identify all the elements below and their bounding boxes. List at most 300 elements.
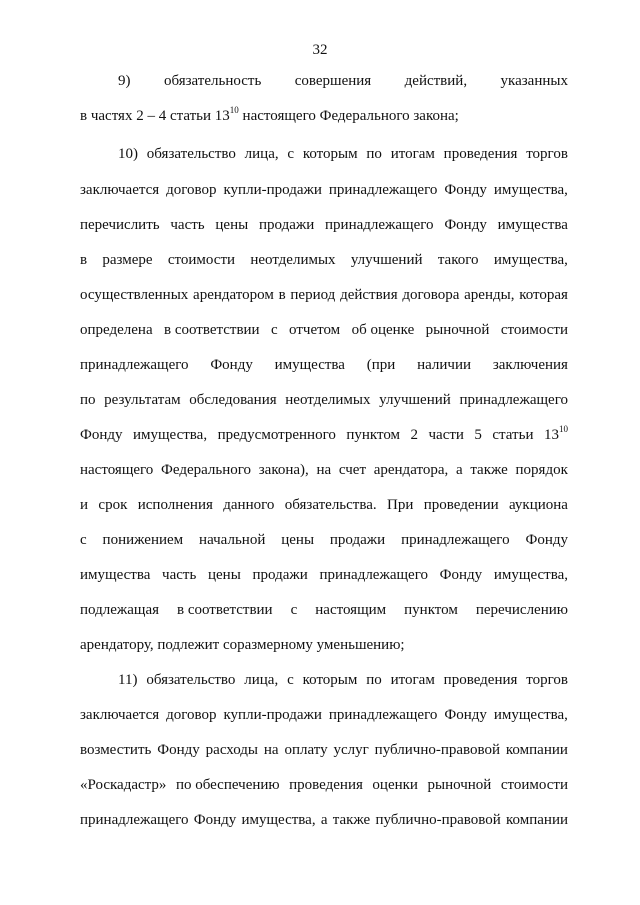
text-line <box>80 356 568 374</box>
word-text: имущества, <box>493 252 568 268</box>
word-text: продажи <box>252 567 308 583</box>
text-line <box>118 145 568 163</box>
word-text: с <box>287 672 294 688</box>
word <box>329 706 438 724</box>
word <box>118 72 131 90</box>
word <box>501 72 568 90</box>
word <box>80 741 151 759</box>
word-text: пунктом <box>346 427 401 443</box>
word-text: заключается <box>80 182 160 198</box>
word <box>456 461 463 479</box>
word-text: «Роскадастр» <box>80 777 167 793</box>
word-text: торгов <box>526 146 568 162</box>
word-text: договор <box>166 707 217 723</box>
word-text: услуг <box>333 742 369 758</box>
word <box>80 216 160 234</box>
word <box>501 321 568 339</box>
word <box>168 251 235 269</box>
word-text: по <box>366 146 382 162</box>
text-line <box>118 671 568 689</box>
word <box>80 461 153 479</box>
word <box>164 321 260 339</box>
word-text: принадлежащего <box>80 357 189 373</box>
text-line <box>80 706 568 724</box>
word-text: осуществленных <box>80 287 189 303</box>
word <box>498 216 568 234</box>
word <box>290 286 335 304</box>
word-text: (при <box>366 357 396 373</box>
word-text: начальной <box>199 532 266 548</box>
word-text: оценки <box>372 777 418 793</box>
word <box>147 145 236 163</box>
word-text: часть <box>162 567 197 583</box>
word <box>519 286 568 304</box>
word-text: Фонду <box>525 532 568 548</box>
word <box>444 216 487 234</box>
word-text: Фонду <box>439 567 483 583</box>
word-text: неотделимых <box>285 392 371 408</box>
word-text: с <box>290 602 298 618</box>
word <box>476 601 568 619</box>
word <box>525 531 568 549</box>
word <box>206 741 258 759</box>
word-text: 9) <box>118 73 131 89</box>
word-text: лица, <box>244 672 279 688</box>
word <box>325 216 434 234</box>
word-text: улучшений <box>379 392 451 408</box>
word <box>379 391 451 409</box>
word <box>275 356 345 374</box>
word-text: Фонду <box>193 812 237 828</box>
word <box>252 566 307 584</box>
word <box>215 216 248 234</box>
word-text: аренды, <box>464 287 515 303</box>
word <box>279 286 286 304</box>
word <box>494 706 568 724</box>
word-text: период <box>290 287 336 303</box>
text-line <box>80 426 568 444</box>
word <box>444 145 518 163</box>
word-text: перечислению <box>475 602 568 618</box>
word-text: цены <box>281 532 315 548</box>
word <box>80 776 166 794</box>
word-text: которая <box>519 287 568 303</box>
word-text: продажи <box>258 217 315 233</box>
text-line <box>80 181 568 199</box>
word-text: Федерального <box>161 462 252 478</box>
word-text: размере <box>102 252 153 268</box>
text-line <box>80 741 568 759</box>
word-text: возместить <box>80 742 152 758</box>
text-line <box>80 496 568 514</box>
word-text: Фонду <box>210 357 253 373</box>
word <box>492 426 533 444</box>
word-text: Фонду <box>157 742 200 758</box>
word-text: действия <box>340 287 398 303</box>
word <box>146 671 235 689</box>
word-text: в <box>80 252 88 268</box>
word-text: а <box>320 812 328 828</box>
word-text: При <box>387 497 414 513</box>
word-text: настоящего <box>80 462 154 478</box>
word-text: имущества, <box>493 707 568 723</box>
word-text: наличии <box>417 357 472 373</box>
word <box>287 145 294 163</box>
word <box>118 671 137 689</box>
word <box>138 496 213 514</box>
text-line <box>80 776 568 794</box>
word-text: проведении <box>423 497 499 513</box>
word <box>346 426 400 444</box>
word-text: такого <box>437 252 479 268</box>
text-line <box>80 107 568 125</box>
word <box>317 461 332 479</box>
word-text: подлежащая <box>80 602 159 618</box>
word <box>289 321 340 339</box>
word <box>340 286 398 304</box>
word-text: по обеспечению <box>175 777 280 793</box>
word <box>424 496 499 514</box>
word <box>401 531 510 549</box>
word <box>516 461 568 479</box>
word <box>245 145 279 163</box>
word <box>303 671 358 689</box>
word <box>402 286 459 304</box>
word <box>391 145 435 163</box>
word-text: имущества <box>274 357 345 373</box>
word <box>526 145 568 163</box>
word <box>223 496 274 514</box>
word <box>438 251 479 269</box>
text-line <box>80 251 568 269</box>
superscript: 10 <box>229 105 239 115</box>
word-text: на <box>316 462 332 478</box>
word-text: публично-правовой <box>374 742 501 758</box>
word <box>250 251 335 269</box>
word <box>80 181 159 199</box>
word-text: 2 <box>410 427 419 443</box>
word-text: и <box>80 497 89 513</box>
word <box>284 741 327 759</box>
word-text: обязательства. <box>284 497 377 513</box>
word <box>544 426 568 444</box>
word <box>80 356 189 374</box>
word <box>157 741 200 759</box>
text-line <box>80 566 568 584</box>
word <box>470 461 508 479</box>
word <box>404 601 458 619</box>
word-text: компании <box>505 742 568 758</box>
word <box>417 356 471 374</box>
word-text: арендатором <box>193 287 274 303</box>
word <box>319 566 428 584</box>
word-text: 5 <box>474 427 482 443</box>
word <box>80 391 96 409</box>
word <box>291 601 298 619</box>
word <box>80 531 87 549</box>
word <box>80 321 153 339</box>
word-text: обязательство <box>146 146 236 162</box>
word <box>387 496 413 514</box>
word-text: неотделимых <box>250 252 336 268</box>
word <box>315 601 386 619</box>
word-text: исполнения <box>137 497 213 513</box>
text-line <box>80 216 568 234</box>
word <box>429 426 464 444</box>
word-text: определена <box>80 322 153 338</box>
word <box>80 566 150 584</box>
word-text: 13 <box>543 427 559 443</box>
word-text: порядок <box>515 462 568 478</box>
word-text: имущества, <box>493 567 568 583</box>
word <box>366 671 382 689</box>
word <box>218 426 336 444</box>
word-text: по <box>80 392 96 408</box>
word <box>427 776 491 794</box>
word <box>509 496 568 514</box>
text-line <box>80 636 568 654</box>
word <box>194 811 237 829</box>
word-text: Фонду <box>80 427 123 443</box>
word-text: в соответствии <box>164 322 260 338</box>
word-text: итогам <box>390 672 435 688</box>
word-text: договор <box>166 182 217 198</box>
word-text: срок <box>98 497 128 513</box>
word <box>103 531 184 549</box>
word <box>494 251 568 269</box>
word-text: предусмотренного <box>217 427 336 443</box>
word <box>223 181 321 199</box>
word-text: пунктом <box>404 602 458 618</box>
word <box>330 531 385 549</box>
word-text: принадлежащего <box>328 182 438 198</box>
word-text: по <box>366 672 382 688</box>
word-text: которым <box>302 146 358 162</box>
word-text: купли-продажи <box>223 707 322 723</box>
word-text: аукциона <box>509 497 568 513</box>
word-text: рыночной <box>425 322 490 338</box>
word-text: имущества, <box>493 182 568 198</box>
word <box>333 741 368 759</box>
text-line <box>80 531 568 549</box>
word <box>193 286 274 304</box>
line-text: в частях 2 – 4 статьи 13 <box>80 108 230 124</box>
word <box>285 391 370 409</box>
word-text: лица, <box>244 146 279 162</box>
word <box>405 72 467 90</box>
word-text: с <box>80 532 87 548</box>
word-text: также <box>470 462 508 478</box>
word <box>374 461 449 479</box>
word <box>80 706 159 724</box>
word <box>501 776 568 794</box>
word <box>162 566 196 584</box>
word <box>375 811 500 829</box>
word <box>411 426 419 444</box>
word-text: проведения <box>443 146 518 162</box>
word-text: перечислить <box>80 217 160 233</box>
word-text: итогам <box>390 146 435 162</box>
page-number: 32 <box>312 42 328 58</box>
word <box>98 496 127 514</box>
word <box>351 251 423 269</box>
word-text: проведения <box>289 777 363 793</box>
word <box>287 671 294 689</box>
word <box>303 145 358 163</box>
word-text: а <box>455 462 463 478</box>
word-text: принадлежащего <box>459 392 568 408</box>
word <box>375 741 500 759</box>
word-text: Фонду <box>444 707 487 723</box>
word <box>444 706 487 724</box>
word <box>321 811 328 829</box>
word <box>259 216 314 234</box>
word-text: также <box>332 812 371 828</box>
word-text: принадлежащего <box>319 567 428 583</box>
word-text: результатам <box>104 392 181 408</box>
word <box>506 811 568 829</box>
word <box>493 356 568 374</box>
line-text: настоящего Федерального закона; <box>238 108 459 124</box>
word <box>80 251 87 269</box>
word <box>459 391 568 409</box>
word <box>444 181 487 199</box>
word <box>244 671 278 689</box>
word-text: которым <box>302 672 358 688</box>
text-line <box>80 286 568 304</box>
text-line <box>80 601 568 619</box>
word <box>176 776 280 794</box>
word <box>80 286 188 304</box>
word <box>271 321 278 339</box>
word-text: обязательство <box>146 672 236 688</box>
word-text: часть <box>170 217 205 233</box>
word <box>372 776 418 794</box>
word <box>80 811 189 829</box>
word-text: цены <box>208 567 241 583</box>
text-line <box>80 391 568 409</box>
word-text: принадлежащего <box>328 707 438 723</box>
superscript: 10 <box>558 424 568 434</box>
word-text: арендатора, <box>373 462 449 478</box>
word <box>289 776 363 794</box>
word <box>474 426 482 444</box>
word <box>223 706 321 724</box>
word-text: с <box>287 146 295 162</box>
word <box>166 181 216 199</box>
word <box>464 286 514 304</box>
word-text: действий, <box>404 73 468 89</box>
word <box>208 566 241 584</box>
word-text: стоимости <box>500 777 568 793</box>
word-text: торгов <box>526 672 568 688</box>
word <box>102 251 152 269</box>
word <box>494 566 568 584</box>
word <box>329 181 438 199</box>
word <box>444 671 518 689</box>
word-text: счет <box>338 462 367 478</box>
word-text: заключения <box>492 357 568 373</box>
word-text: имущества, <box>241 812 316 828</box>
word <box>164 72 261 90</box>
word-text: расходы <box>205 742 258 758</box>
word-text: статьи <box>492 427 534 443</box>
word <box>352 321 415 339</box>
word <box>177 601 273 619</box>
word <box>506 741 568 759</box>
word <box>281 531 314 549</box>
word <box>80 426 123 444</box>
word-text: 10) <box>118 146 138 162</box>
word-text: имущества <box>80 567 151 583</box>
word <box>526 671 568 689</box>
word <box>440 566 483 584</box>
word-text: обязательность <box>163 73 262 89</box>
word-text: на <box>263 742 279 758</box>
word-text: 11) <box>118 672 138 688</box>
word <box>80 601 159 619</box>
word-text: стоимости <box>500 322 568 338</box>
word-text: закона), <box>258 462 309 478</box>
word-text: в соответствии <box>177 602 273 618</box>
word-text: рыночной <box>427 777 492 793</box>
word-text: настоящим <box>315 602 387 618</box>
word <box>295 72 371 90</box>
word-text: улучшений <box>350 252 423 268</box>
word <box>494 181 568 199</box>
word-text: компании <box>506 812 568 828</box>
word-text: совершения <box>294 73 372 89</box>
word-text: заключается <box>80 707 160 723</box>
word <box>285 496 377 514</box>
word-text: отчетом <box>289 322 341 338</box>
word-text: принадлежащего <box>325 217 434 233</box>
word <box>339 461 366 479</box>
word-text: имущества, <box>132 427 208 443</box>
word <box>426 321 490 339</box>
word-text: указанных <box>500 73 568 89</box>
word-text: части <box>428 427 464 443</box>
word-text: в <box>278 287 286 303</box>
word-text: продажи <box>329 532 386 548</box>
word-text: об оценке <box>351 322 415 338</box>
word <box>118 145 138 163</box>
word <box>391 671 435 689</box>
word-text: с <box>270 322 278 338</box>
word-text: цены <box>215 217 249 233</box>
word <box>133 426 207 444</box>
word-text: публично-правовой <box>375 812 501 828</box>
word-text: принадлежащего <box>401 532 510 548</box>
text-line <box>80 321 568 339</box>
word-text: обследования <box>189 392 277 408</box>
word <box>189 391 276 409</box>
word <box>366 145 382 163</box>
text-line <box>118 72 568 90</box>
word-text: понижением <box>102 532 184 548</box>
word <box>170 216 204 234</box>
word-text: принадлежащего <box>80 812 189 828</box>
word <box>367 356 396 374</box>
text-line <box>80 811 568 829</box>
word-text: имущества <box>497 217 568 233</box>
word-text: стоимости <box>167 252 236 268</box>
word-text: данного <box>223 497 275 513</box>
text-line <box>80 461 568 479</box>
word-text: оплату <box>284 742 328 758</box>
word-text: Фонду <box>444 182 487 198</box>
word-text: купли-продажи <box>223 182 322 198</box>
